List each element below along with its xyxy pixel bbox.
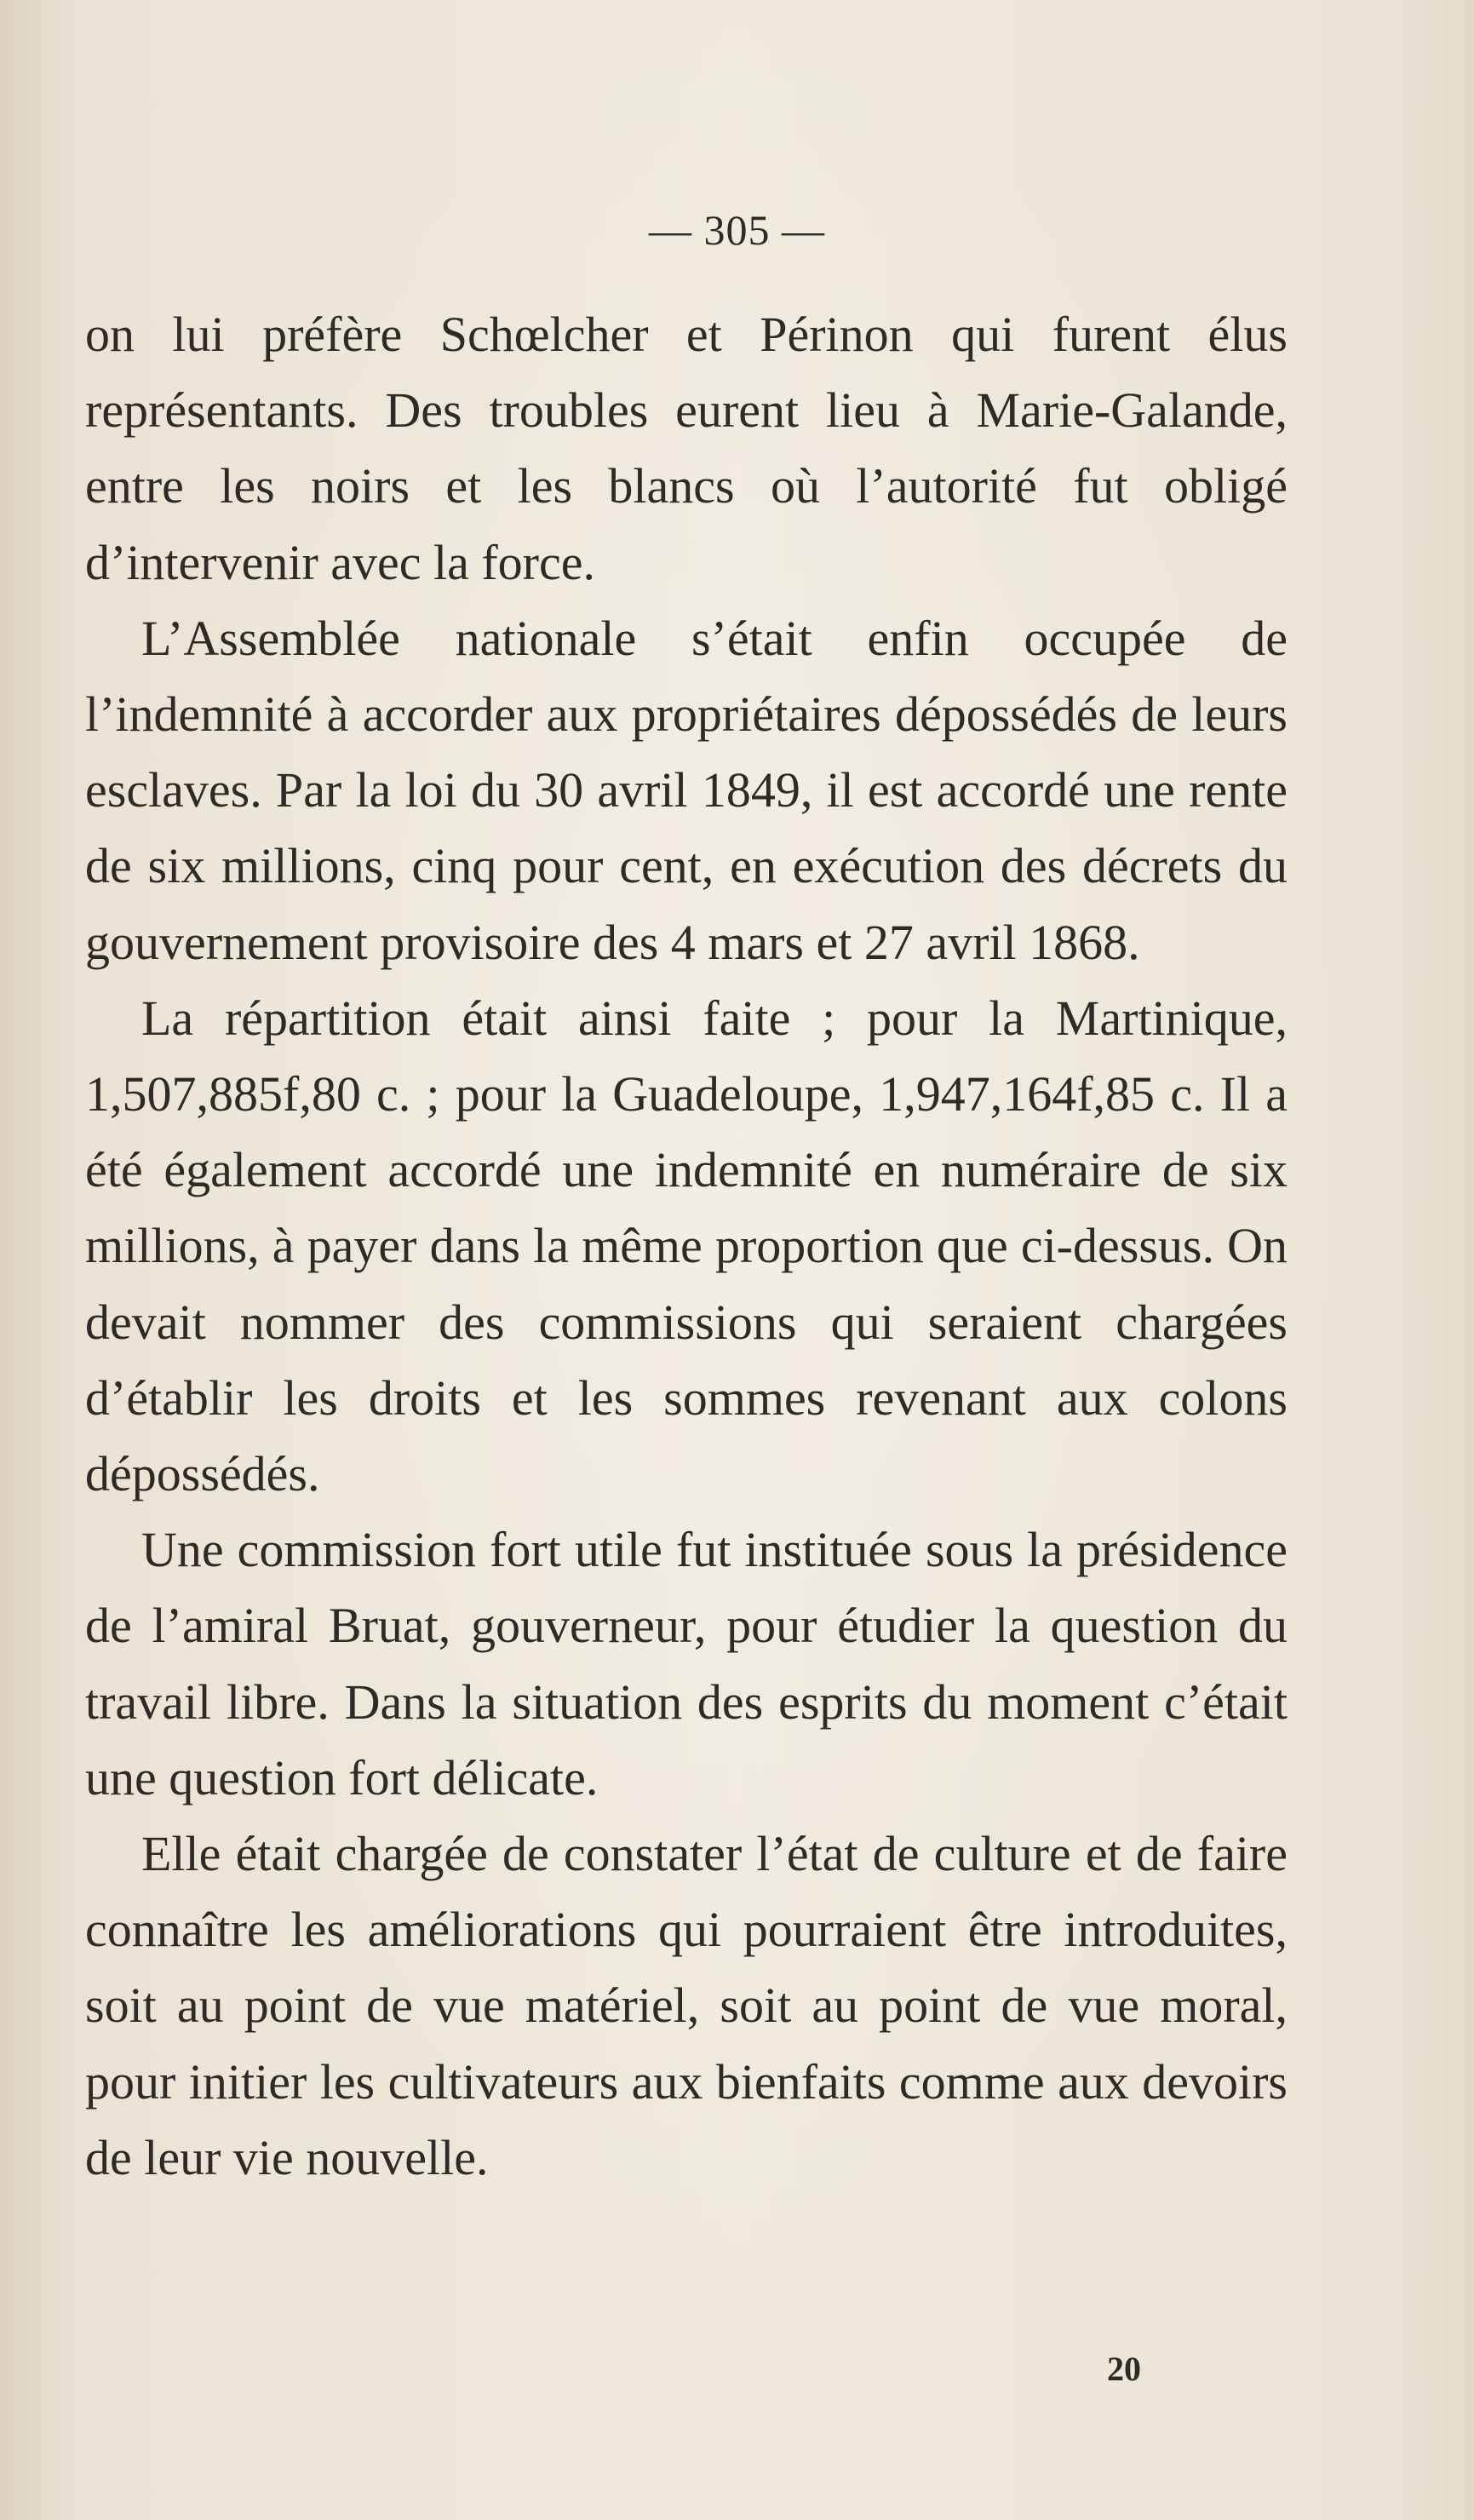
body-text: [85, 296, 1288, 2196]
paragraph-indemnity: L’Assemblée nationale s’était enfin occupée de l’indemnité à accorder aux propriétaires dépossédés de leurs esclaves. Par la loi du 30 avril 1849, il est accordé une rente de six millions, cinq pour cent, en exécution des décrets du gouvernement provisoire des 4 mars et 27 avril 1868.: [85, 610, 1288, 970]
paragraph-continuation: on lui préfère Schœlcher et Périnon qui furent élus représentants. Des troubles eurent lieu à Marie-Galande, entre les noirs et les blancs où l’autorité fut obligé d’intervenir avec la force.: [85, 307, 1288, 590]
paragraph-commission: Une commission fort utile fut instituée sous la présidence de l’amiral Bruat, gouverneur, pour étudier la question du travail libre. Dans la situation des esprits du moment c’était une question fort délicate.: [85, 1522, 1288, 1805]
signature-mark: 20: [1107, 2350, 1141, 2388]
page-number: — 305 —: [649, 206, 825, 254]
paragraph-distribution: La répartition était ainsi faite ; pour la Martinique, 1,507,885f,80 c. ; pour la Guadeloupe, 1,947,164f,85 c. Il a été également accordé une indemnité en numéraire de six millions, à payer dans la même proportion que ci-dessus. On devait nommer des commissions qui seraient chargées d’établir les droits et les sommes revenant aux colons dépossédés.: [85, 990, 1288, 1502]
paragraph-culture: Elle était chargée de constater l’état de culture et de faire connaître les améliorations qui pourraient être introduites, soit au point de vue matériel, soit au point de vue moral, pour initier les cultivateurs aux bienfaits comme aux devoirs de leur vie nouvelle.: [85, 1826, 1288, 2185]
